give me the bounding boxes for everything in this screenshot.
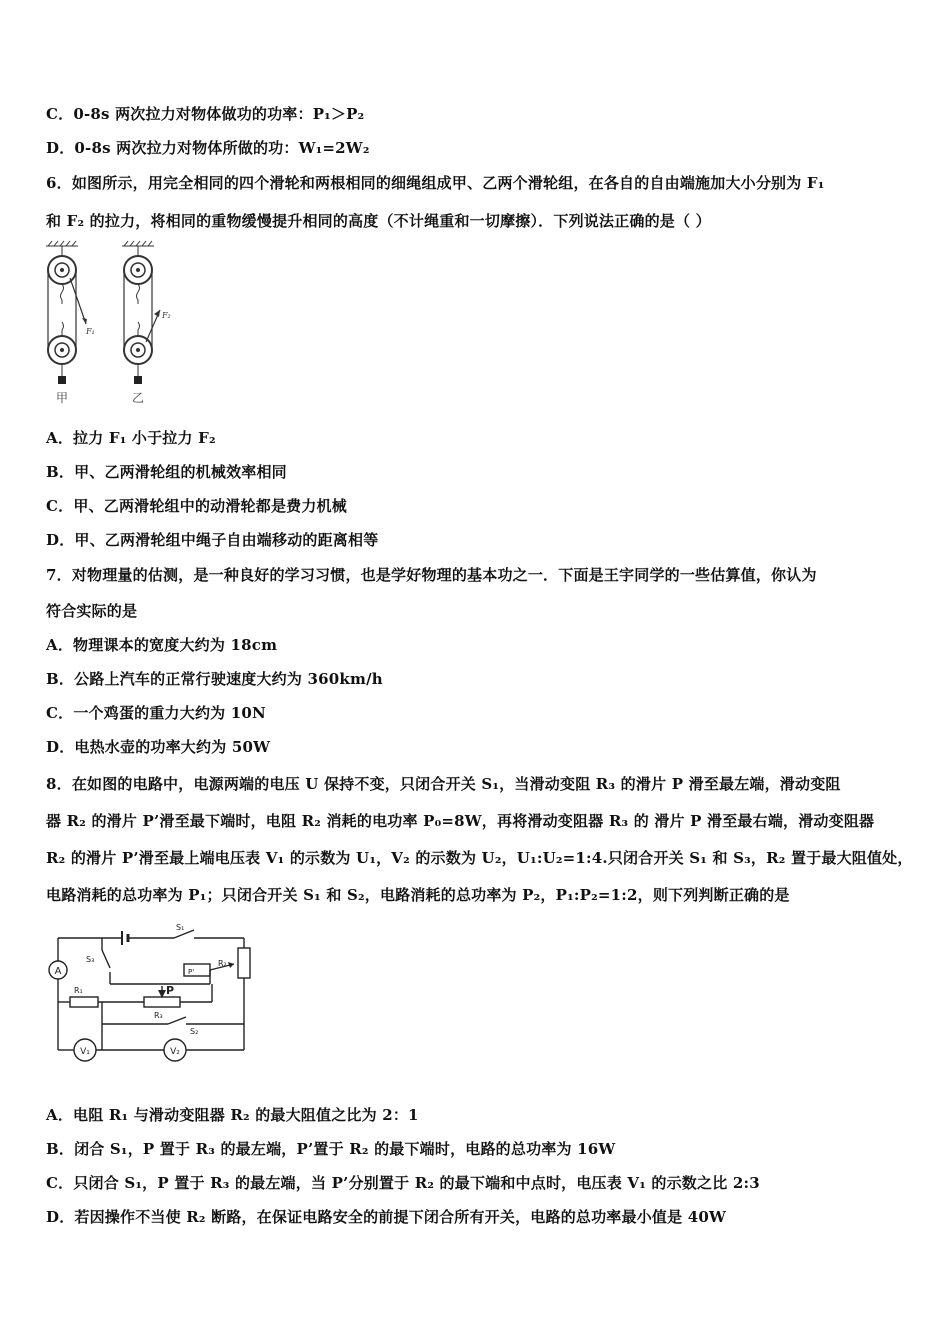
- force-label-f1: F₁: [86, 327, 95, 336]
- ceiling-jia: [46, 241, 78, 246]
- q8-stem-line-4: 电路消耗的总功率为 P₁；只闭合开关 S₁ 和 S₂，电路消耗的总功率为 P₂，P₁:P₂=1:2，则下列判断正确的是: [46, 886, 790, 904]
- q5-option-c: C．0-8s 两次拉力对物体做功的功率：P₁＞P₂: [46, 105, 365, 123]
- q8-option-d: D．若因操作不当使 R₂ 断路，在保证电路安全的前提下闭合所有开关，电路的总功率最小值是 40W: [46, 1208, 727, 1226]
- q8-stem-line-2: 器 R₂ 的滑片 P’滑至最下端时，电阻 R₂ 消耗的电功率 P₀=8W，再将滑动变阻器 R₃ 的 滑片 P 滑至最右端，滑动变阻器: [46, 812, 875, 830]
- switch-s3-label: S₃: [86, 955, 95, 964]
- q8-stem-line-3: R₂ 的滑片 P’滑至最上端电压表 V₁ 的示数为 U₁，V₂ 的示数为 U₂，U₁:U₂=1:4.只闭合开关 S₁ 和 S₃，R₂ 置于最大阻值处，: [46, 849, 913, 867]
- voltmeter-v2-label: V₂: [170, 1047, 180, 1057]
- q7-stem-line-2: 符合实际的是: [46, 602, 138, 620]
- switch-s1-label: S₁: [176, 923, 185, 932]
- q5-option-d: D．0-8s 两次拉力对物体所做的功：W₁=2W₂: [46, 139, 370, 157]
- q6-stem-line-1: 6．如图所示，用完全相同的四个滑轮和两根相同的细绳组成甲、乙两个滑轮组，在各自的自由端施加大小分别为 F₁: [46, 174, 825, 192]
- voltmeter-v1-label: V₁: [80, 1047, 90, 1057]
- q7-stem-line-1: 7．对物理量的估测，是一种良好的学习习惯，也是学好物理的基本功之一．下面是王宇同学的一些估算值，你认为: [46, 566, 817, 584]
- resistor-r3-label: R₃: [154, 1011, 163, 1020]
- slider-p-prime-label: P': [188, 968, 195, 976]
- q6-option-a: A．拉力 F₁ 小于拉力 F₂: [46, 429, 216, 447]
- q6-option-b: B．甲、乙两滑轮组的机械效率相同: [46, 463, 287, 481]
- pulley-figure: [40, 238, 180, 410]
- q8-option-c: C．只闭合 S₁，P 置于 R₃ 的最左端，当 P’分别置于 R₂ 的最下端和中点时，电压表 V₁ 的示数之比 2:3: [46, 1174, 760, 1192]
- q6-stem-line-2: 和 F₂ 的拉力，将相同的重物缓慢提升相同的高度（不计绳重和一切摩擦）．下列说法正确的是（ ）: [46, 212, 711, 230]
- label-jia: 甲: [56, 391, 69, 405]
- resistor-r2-label: R₂: [218, 959, 227, 968]
- weight-jia: [58, 376, 66, 384]
- q8-stem-line-1: 8．在如图的电路中，电源两端的电压 U 保持不变，只闭合开关 S₁，当滑动变阻 R₃ 的滑片 P 滑至最左端，滑动变阻: [46, 775, 841, 793]
- ammeter-label: A: [54, 966, 62, 977]
- q7-option-d: D．电热水壶的功率大约为 50W: [46, 738, 271, 756]
- ceiling-yi: [122, 241, 154, 246]
- q6-option-d: D．甲、乙两滑轮组中绳子自由端移动的距离相等: [46, 531, 379, 549]
- resistor-r1-label: R₁: [74, 986, 83, 995]
- q6-option-c: C．甲、乙两滑轮组中的动滑轮都是费力机械: [46, 497, 347, 515]
- weight-yi: [134, 376, 142, 384]
- force-label-f2: F₂: [162, 311, 171, 320]
- slider-p-label: P: [166, 984, 175, 997]
- q8-option-a: A．电阻 R₁ 与滑动变阻器 R₂ 的最大阻值之比为 2：1: [46, 1106, 419, 1124]
- q8-option-b: B．闭合 S₁，P 置于 R₃ 的最左端，P’置于 R₂ 的最下端时，电路的总功率为 16W: [46, 1140, 616, 1158]
- pulley-diagram: [40, 238, 180, 410]
- q7-option-a: A．物理课本的宽度大约为 18cm: [46, 636, 278, 654]
- label-yi: 乙: [132, 391, 145, 405]
- q7-option-b: B．公路上汽车的正常行驶速度大约为 360km/h: [46, 670, 383, 688]
- circuit-figure: [44, 920, 264, 1070]
- switch-s2-label: S₂: [190, 1027, 199, 1036]
- q7-option-c: C．一个鸡蛋的重力大约为 10N: [46, 704, 266, 722]
- circuit-diagram: [44, 920, 264, 1070]
